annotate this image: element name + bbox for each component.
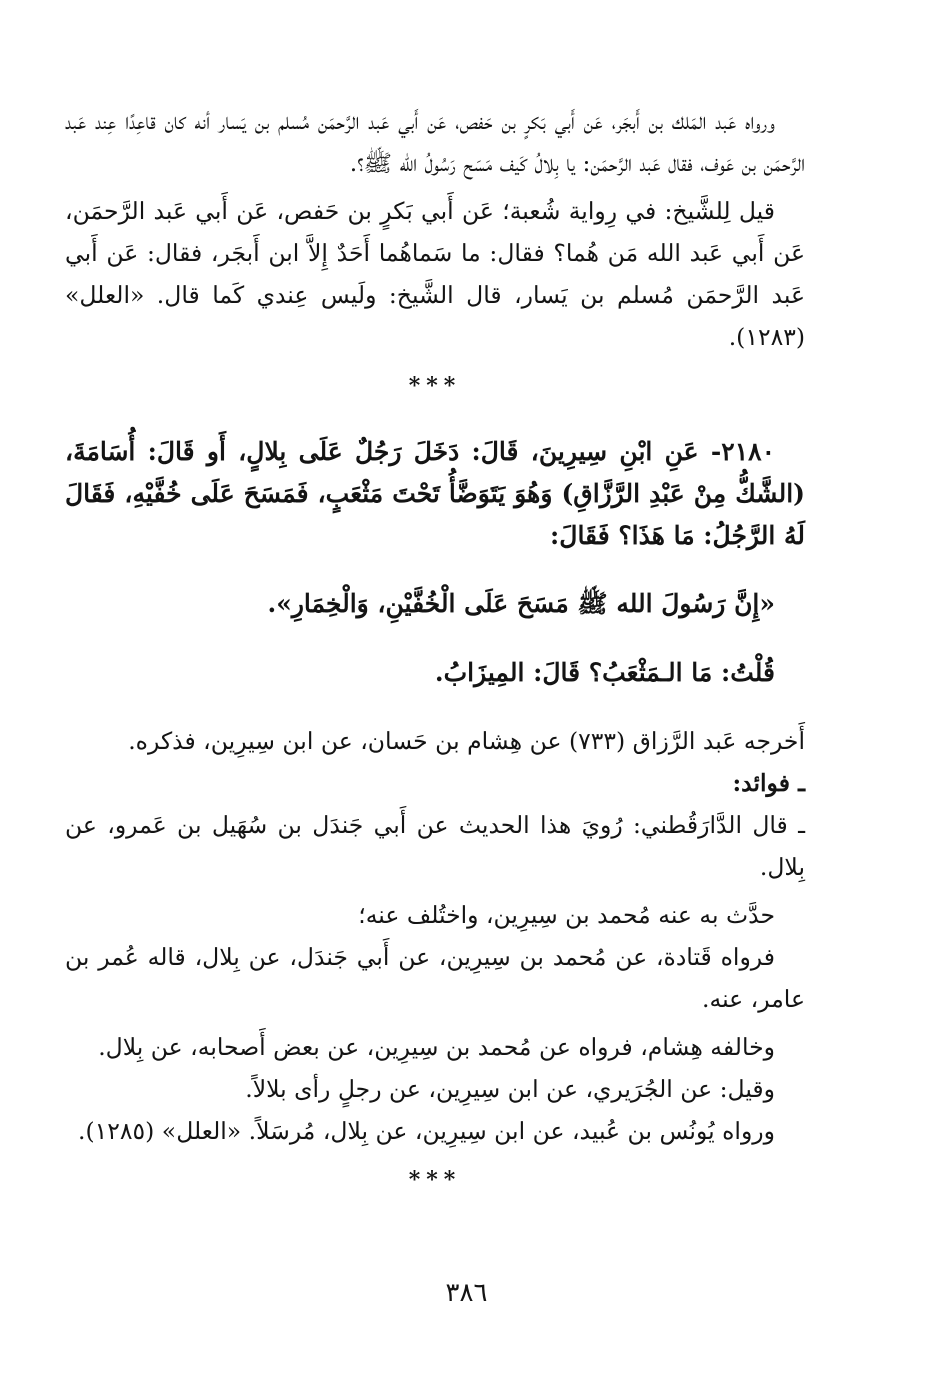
narration-paragraph-1: حدَّث به عنه مُحمد بن سِيرِين، واختُلف عنه؛ (358, 901, 775, 929)
narration-paragraph-5: ورواه يُونُس بن عُبيد، عن ابن سِيرِين، عن بِلال، مُرسَلاً. «العلل» (١٢٨٥). (78, 1117, 775, 1145)
narration-paragraph-2: فرواه قَتادة، عن مُحمد بن سِيرِين، عن أَبي جَندَل، عن بِلال، قاله عُمر بن عامر، عنه. (65, 943, 805, 1013)
page-body (65, 100, 805, 1206)
hadith-question: قُلْتُ: مَا الـمَثْعَبُ؟ قَالَ: المِيزَابُ. (434, 658, 775, 687)
hadith-text: ٢١٨٠- عَنِ ابْنِ سِيرِينَ، قَالَ: دَخَلَ رَجُلٌ عَلَى بِلالٍ، أَو قَالَ: أُسَامَةَ، (الشَّكُّ مِنْ عَبْدِ الرَّزَّاقِ) وَهُوَ يَتَوَضَّأُ تَحْتَ مَثْعَبٍ، فَمَسَحَ عَلَى خُفَّيْهِ، فَقَالَ لَهُ الرَّجُلُ: مَا هَذَا؟ فَقَالَ: (65, 437, 805, 550)
fawaid-heading: ـ فوائد: (732, 769, 805, 797)
separator-stars: *** (408, 373, 462, 399)
hadith-quote: «إِنَّ رَسُولَ الله ﷺ مَسَحَ عَلَى الْخُفَّيْنِ، وَالْخِمَارِ». (267, 589, 775, 618)
takhrij-text: أَخرجه عَبد الرَّزاق (٧٣٣) عن هِشام بن حَسان، عن ابن سِيرِين، فذكره. (128, 727, 805, 755)
narration-paragraph-4: وقيل: عن الجُرَيري، عن ابن سِيرِين، عن رجلٍ رأى بلالاً. (245, 1075, 775, 1103)
separator-stars-end: *** (408, 1167, 462, 1193)
page-number: ٣٨٦ (445, 1278, 488, 1308)
narration-paragraph-3: وخالفه هِشام، فرواه عن مُحمد بن سِيرِين، عن بعض أَصحابه، عن بِلال. (98, 1033, 775, 1061)
daraqutni-paragraph: ـ قال الدَّارَقُطني: رُويَ هذا الحديث عن أَبي جَندَل بن سُهَيل بن عَمرو، عن بِلال. (65, 811, 805, 881)
paragraph-1: ورواه عَبد المَلك بن أَبجَر، عَن أَبي بَكرٍ بن حَفص، عَن أَبي عَبد الرَّحمَن مُسلم بن يَسار أنه كان قاعِدًا عِند عَبد الرَّحمَن بن عَوف، فقال عَبد الرَّحمَن: يا بِلالُ كَيف مَسَح رَسُولُ الله ﷺ؟. (65, 107, 805, 177)
paragraph-2: قيل لِلشَّيخ: في رِواية شُعبة؛ عَن أَبي بَكرٍ بن حَفص، عَن أَبي عَبد الرَّحمَن، عَن أَبي عَبد الله مَن هُما؟ فقال: ما سَماهُما أَحَدٌ إِلاَّ ابن أَبجَر، فقال: عَن أَبي عَبد الرَّحمَن مُسلم بن يَسار، قال الشَّيخ: ولَيس عِندي كَما قال. «العلل» (١٢٨٣). (65, 197, 805, 351)
